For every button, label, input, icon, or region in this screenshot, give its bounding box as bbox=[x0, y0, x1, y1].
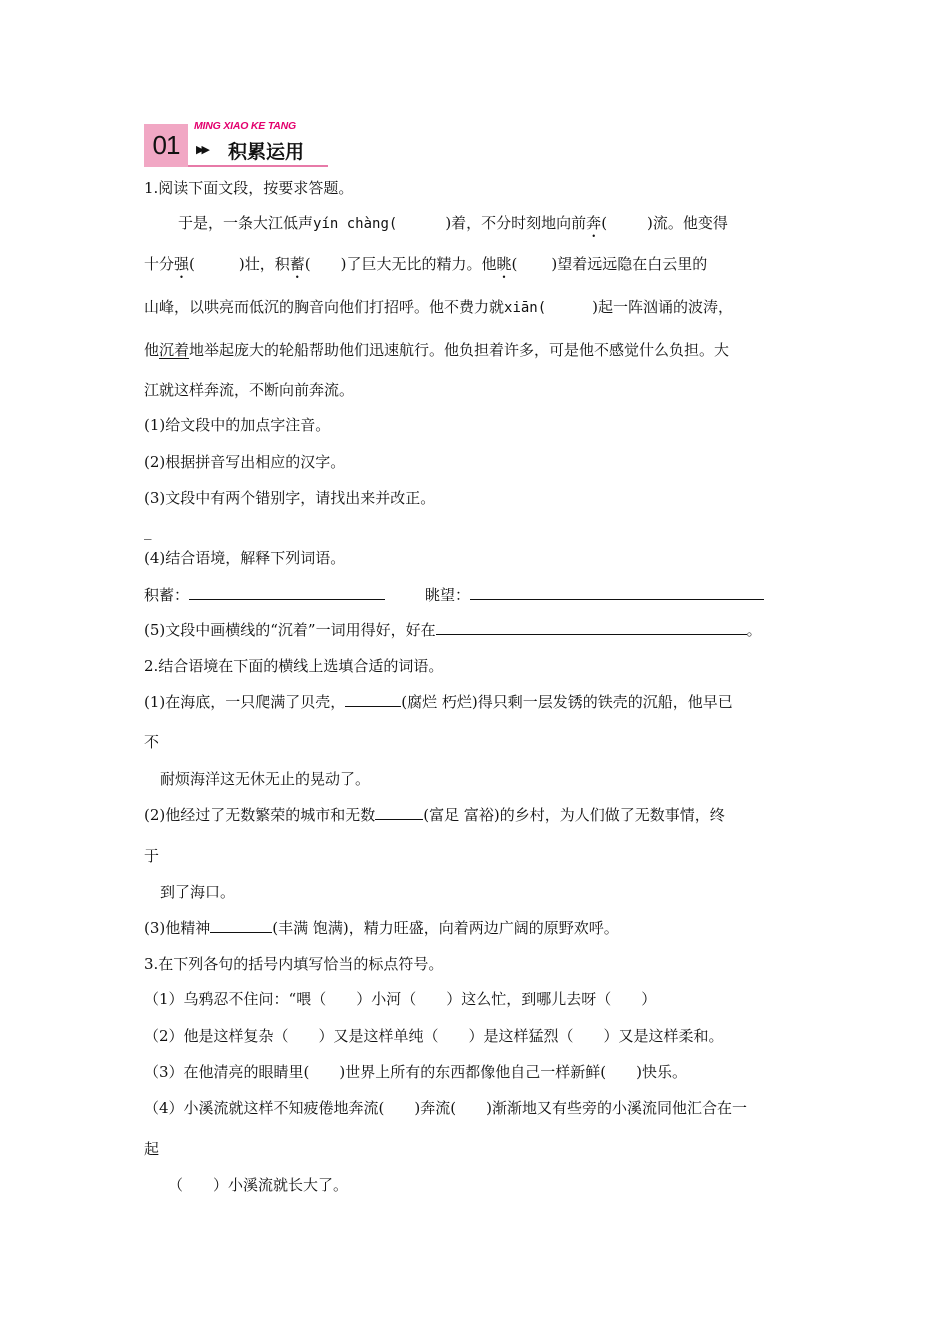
answer-blank-q2-2[interactable] bbox=[375, 805, 423, 820]
answer-blank-tiaowang[interactable] bbox=[470, 585, 764, 600]
pinyin-xian: xiān( bbox=[504, 300, 547, 316]
q2-sentence-2-cont: 到了海口。 bbox=[160, 883, 236, 901]
double-arrow-icon: ▶▶ bbox=[196, 143, 207, 156]
q1-para-line-3: 山峰，以哄亮而低沉的胸音向他们打招呼。他不费力就xiān( )起一阵汹诵的波涛， bbox=[144, 298, 734, 316]
q3-sentence-3: （3）在他清亮的眼睛里( )世界上所有的东西都像他自己一样新鲜( )快乐。 bbox=[144, 1063, 687, 1081]
q1-para-line-2: 十分强( )壮，积蓄( )了巨大无比的精力。他眺( )望着远远隐在白云里的 bbox=[144, 255, 708, 273]
q2-sentence-1-wrap: 不 bbox=[144, 733, 160, 751]
q1-sub-3-answer-mark: _ bbox=[144, 522, 152, 540]
q3-sentence-4-cont: （ ）小溪流就长大了。 bbox=[168, 1176, 349, 1194]
pinyin-yinchang: yín chàng( bbox=[313, 216, 398, 232]
q1-sub-2: (2)根据拼音写出相应的汉字。 bbox=[144, 453, 346, 471]
label-jixu: 积蓄： bbox=[144, 586, 190, 604]
answer-blank-q2-1[interactable] bbox=[345, 692, 401, 707]
q2-sentence-1-cont: 耐烦海洋这无休无止的晃动了。 bbox=[160, 770, 371, 788]
q1-sub-1: (1)给文段中的加点字注音。 bbox=[144, 416, 331, 434]
q3-sentence-4-wrap: 起 bbox=[144, 1140, 160, 1158]
q1-sub-5: (5)文段中画横线的“沉着”一词用得好，好在 。 bbox=[144, 621, 762, 639]
dotted-char-qiang: 强 bbox=[174, 255, 190, 273]
q1-para-line-4: 他沉着地举起庞大的轮船帮助他们迅速航行。他负担着许多，可是他不感觉什么负担。大 bbox=[144, 341, 730, 359]
section-header bbox=[144, 119, 329, 167]
q1-para-line-1: 于是，一条大江低声yín chàng( )着，不分时刻地向前奔( )流。他变得 bbox=[178, 214, 728, 232]
section-number: 01 bbox=[144, 124, 188, 167]
label-tiaowang: 眺望： bbox=[425, 586, 471, 604]
q2-sentence-3: (3)他精神 (丰满 饱满)，精力旺盛，向着两边广阔的原野欢呼。 bbox=[144, 919, 619, 937]
q1-title: 1.阅读下面文段，按要求答题。 bbox=[144, 179, 354, 197]
answer-blank-jixu[interactable] bbox=[189, 585, 385, 600]
q1-sub-3: (3)文段中有两个错别字，请找出来并改正。 bbox=[144, 489, 436, 507]
q3-sentence-4: （4）小溪流就这样不知疲倦地奔流( )奔流( )渐渐地又有些旁的小溪流同他汇合在一 bbox=[144, 1099, 747, 1117]
underlined-word-chenzhuo: 沉着 bbox=[159, 341, 190, 359]
q1-para-line-5: 江就这样奔流，不断向前奔流。 bbox=[144, 381, 355, 399]
q3-title: 3.在下列各句的括号内填写恰当的标点符号。 bbox=[144, 955, 444, 973]
answer-blank-chenzhuo[interactable] bbox=[436, 620, 747, 635]
dotted-char-tiao: 眺 bbox=[496, 255, 512, 273]
q3-sentence-2: （2）他是这样复杂（ ）又是这样单纯（ ）是这样猛烈（ ）又是这样柔和。 bbox=[144, 1027, 724, 1045]
answer-blank-q2-3[interactable] bbox=[210, 918, 272, 933]
q3-sentence-1: （1）乌鸦忍不住问：“喂（ ）小河（ ）这么忙，到哪儿去呀（ ） bbox=[144, 990, 657, 1008]
q1-sub-4-answers bbox=[144, 584, 764, 605]
dotted-char-xu: 蓄 bbox=[289, 255, 305, 273]
q1-sub-4: (4)结合语境，解释下列词语。 bbox=[144, 549, 346, 567]
dotted-char-ben: 奔 bbox=[586, 214, 602, 232]
q2-sentence-2: (2)他经过了无数繁荣的城市和无数 (富足 富裕)的乡村，为人们做了无数事情，终 bbox=[144, 806, 725, 824]
q2-sentence-1: (1)在海底，一只爬满了贝壳， (腐烂 朽烂)得只剩一层发锈的铁壳的沉船，他早已 bbox=[144, 693, 733, 711]
section-title-box bbox=[188, 134, 328, 167]
section-pinyin: MING XIAO KE TANG bbox=[194, 120, 296, 132]
q2-title: 2.结合语境在下面的横线上选填合适的词语。 bbox=[144, 657, 444, 675]
q2-sentence-2-wrap: 于 bbox=[144, 847, 160, 865]
section-title: 积累运用 bbox=[228, 141, 305, 163]
